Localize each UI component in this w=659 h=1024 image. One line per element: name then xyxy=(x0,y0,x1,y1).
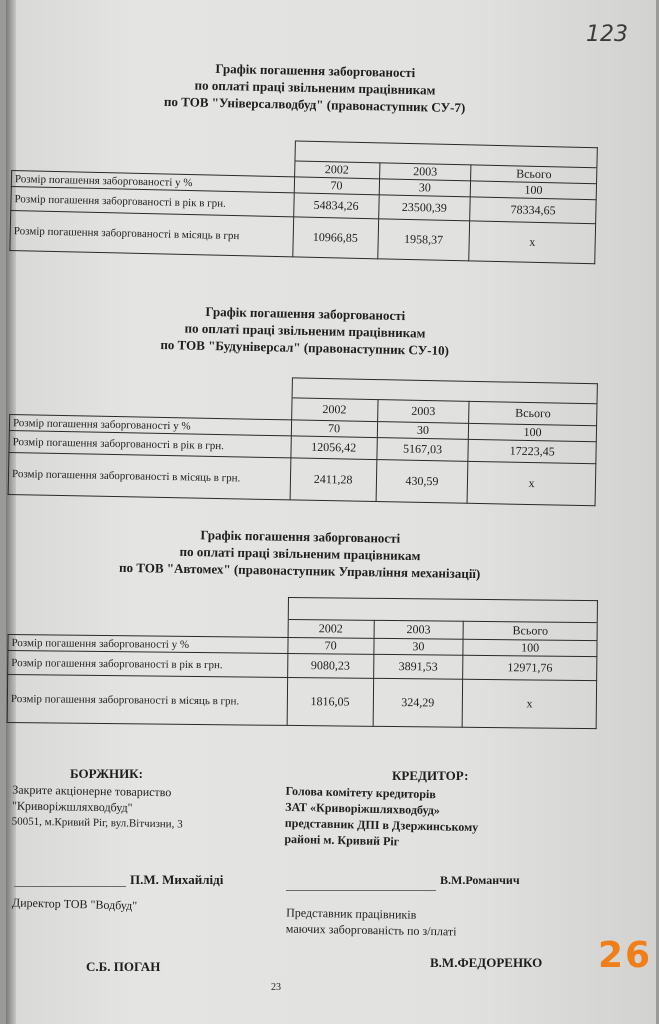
title-line: по ТОВ "Будуніверсал" (правонаступник СУ-10) xyxy=(160,336,450,359)
debtor-line: Закрите акціонерне товариство xyxy=(12,782,172,800)
header-2003: 2003 xyxy=(374,620,464,639)
title-line: по оплаті праці звільненим працівникам xyxy=(179,543,421,564)
director-name: С.Б. ПОГАН xyxy=(86,959,161,974)
title-line: по оплаті праці звільненим працівникам xyxy=(184,320,426,341)
cell-value: 1958,37 xyxy=(377,219,470,261)
creditor-details xyxy=(284,783,479,851)
cell-value: 12056,42 xyxy=(291,436,377,460)
cell-value: 70 xyxy=(294,177,379,195)
cell-value: 100 xyxy=(469,423,597,441)
title-line: Графік погашення заборгованості xyxy=(215,60,416,81)
cell-value: 17223,45 xyxy=(468,439,596,463)
header-2002: 2002 xyxy=(294,161,379,179)
cell-value: 23500,39 xyxy=(378,195,470,221)
cell-value: 30 xyxy=(377,422,469,440)
cell-value: 30 xyxy=(379,179,471,197)
header-total: Всього xyxy=(463,621,597,640)
section-3-title xyxy=(60,524,541,583)
row-label: Розмір погашення заборгованості у % xyxy=(9,415,291,436)
section-2-title xyxy=(130,301,481,359)
cell-value: 70 xyxy=(291,420,377,438)
section-1-title xyxy=(150,59,481,117)
header-total: Всього xyxy=(469,401,597,425)
workers-rep xyxy=(286,905,457,940)
cell-value: 9080,23 xyxy=(287,653,373,678)
cell-value: 3891,53 xyxy=(373,654,463,679)
debtor-heading: БОРЖНИК: xyxy=(70,766,143,781)
header-2003: 2003 xyxy=(377,400,469,424)
row-label: Розмір погашення заборгованості в рік в грн. xyxy=(11,186,294,216)
cell-value: 78334,65 xyxy=(470,197,596,224)
row-label: Розмір погашення заборгованості в рік в грн. xyxy=(8,651,288,678)
row-label: Розмір погашення заборгованості у % xyxy=(11,171,294,193)
creditor-signature-line xyxy=(286,890,436,891)
cell-value: 430,59 xyxy=(376,460,469,504)
workers-rep-line: Представник працівників xyxy=(286,905,417,922)
section-3-table xyxy=(7,594,598,729)
page-number: 23 xyxy=(271,982,281,993)
cell-value: 54834,26 xyxy=(293,193,378,219)
cell-value: 70 xyxy=(288,637,374,654)
row-label: Розмір погашення заборгованості в місяць в грн. xyxy=(7,675,287,726)
debtor-details xyxy=(12,782,184,833)
creditor-line: Голова комітету кредиторів xyxy=(285,783,436,802)
cell-value: х xyxy=(469,221,596,264)
debtor-line: 50051, м.Кривий Ріг, вул.Вітчизни, 3 xyxy=(11,815,183,831)
creditor-signatory: В.М.Романчич xyxy=(440,873,520,887)
section-2-table xyxy=(8,372,598,506)
cell-value: 10966,85 xyxy=(292,217,378,259)
cell-value: 2411,28 xyxy=(290,458,377,502)
cell-value: 324,29 xyxy=(373,678,463,727)
title-line: по оплаті праці звільненим працівникам xyxy=(194,77,436,98)
title-line: Графік погашення заборгованості xyxy=(205,303,406,324)
cell-value: 1816,05 xyxy=(287,677,373,726)
header-2003: 2003 xyxy=(379,163,471,181)
photo-number-badge: 26 xyxy=(598,935,653,976)
header-total: Всього xyxy=(471,165,597,184)
cell-value: х xyxy=(467,461,595,505)
header-2002: 2002 xyxy=(288,619,374,638)
row-label: Розмір погашення заборгованості у % xyxy=(8,635,288,654)
section-1-table xyxy=(9,134,598,264)
director-line: Директор ТОВ "Водбуд" xyxy=(11,895,138,913)
cell-value: 100 xyxy=(463,639,597,656)
creditor-heading: КРЕДИТОР: xyxy=(392,768,469,783)
workers-rep-name: В.М.ФЕДОРЕНКО xyxy=(430,955,543,970)
creditor-line: ЗАТ «Криворіжшляхводбуд» xyxy=(285,799,441,818)
creditor-line: представник ДПІ в Дзержинському xyxy=(284,815,479,835)
row-label: Розмір погашення заборгованості в рік в грн. xyxy=(9,430,291,457)
debtor-signatory: П.М. Михайліді xyxy=(130,872,224,887)
cell-value: 30 xyxy=(373,638,463,655)
title-line: Графік погашення заборгованості xyxy=(200,527,401,546)
title-line: по ТОВ "Автомех" (правонаступник Управління механізації) xyxy=(118,559,481,582)
row-label: Розмір погашення заборгованості в місяць в грн. xyxy=(8,452,290,499)
header-2002: 2002 xyxy=(291,398,377,422)
debtor-line: "Криворіжшляхводбуд" xyxy=(11,798,133,815)
creditor-line: районі м. Кривий Ріг xyxy=(284,831,400,849)
table-row xyxy=(7,675,596,729)
title-line: по ТОВ "Універсалводбуд" (правонаступник СУ-7) xyxy=(163,93,466,116)
debtor-signature-line xyxy=(14,886,126,887)
cell-value: х xyxy=(462,679,596,728)
cell-value: 5167,03 xyxy=(376,438,468,462)
cell-value: 100 xyxy=(471,181,597,200)
row-label: Розмір погашення заборгованості в місяць в грн xyxy=(10,210,294,256)
cell-value: 12971,76 xyxy=(463,655,597,680)
workers-rep-line: маючих заборгованість по з/платі xyxy=(285,921,457,939)
handwritten-page-number: 123 xyxy=(586,22,628,47)
